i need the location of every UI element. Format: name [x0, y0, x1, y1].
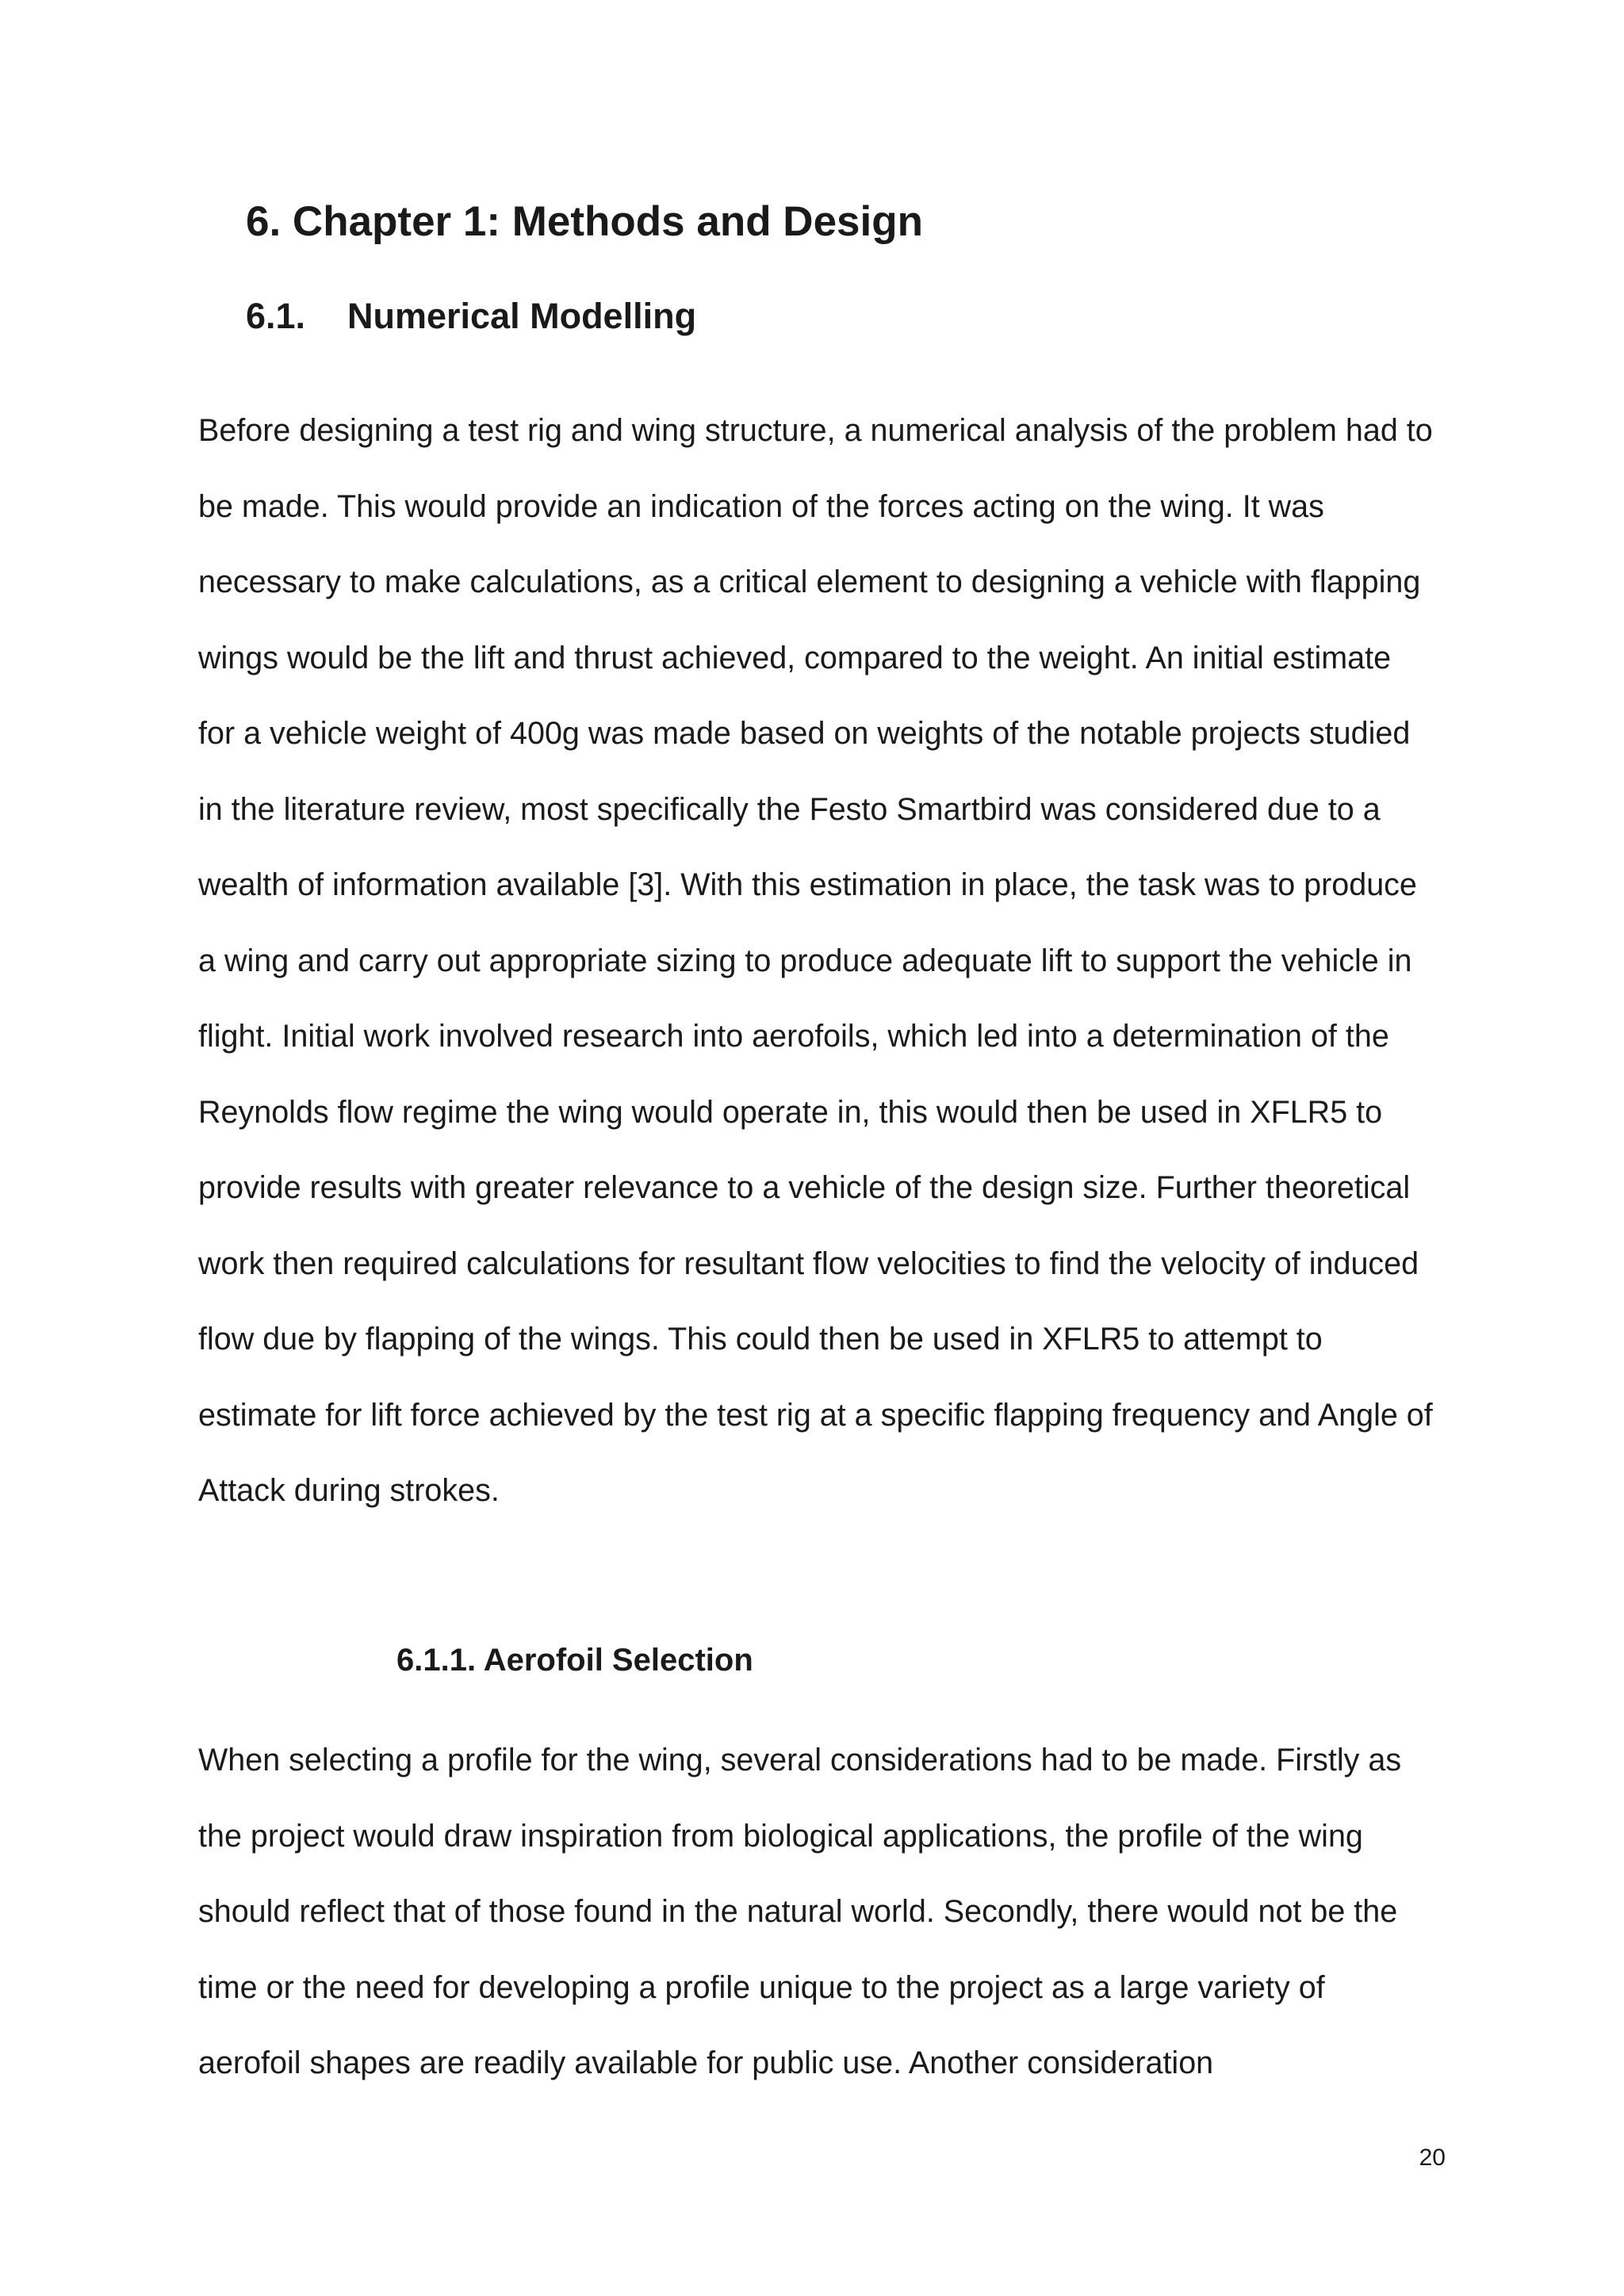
section-number: 6.1.	[246, 296, 306, 336]
body-paragraph-numerical-modelling: Before designing a test rig and wing structure, a numerical analysis of the problem had to be made. This would provide an indication of the forces acting on the wing. It was necessary to make calculations, as a critical element to designing a vehicle with flapping wings would be the lift and thrust achieved, compared to the weight. An initial estimate for a vehicle weight of 400g was made based on weights of the notable projects studied in the literature review, most specifically the Festo Smartbird was considered due to a wealth of information available [3]. With this estimation in place, the task was to produce a wing and carry out appropriate sizing to produce adequate lift to support the vehicle in flight. Initial work involved research into aerofoils, which led into a determination of the Reynolds flow regime the wing would operate in, this would then be used in XFLR5 to provide results with greater relevance to a vehicle of the design size. Further theoretical work then required calculations for resultant flow velocities to find the velocity of induced flow due by flapping of the wings. This could then be used in XFLR5 to attempt to estimate for lift force achieved by the test rig at a specific flapping frequency and Angle of Attack during strokes.	[198, 413, 1433, 1508]
chapter-title: 6. Chapter 1: Methods and Design	[246, 198, 924, 245]
page-number: 20	[1419, 2145, 1446, 2171]
body-paragraph-aerofoil-selection: When selecting a profile for the wing, several considerations had to be made. Firstly as the project would draw inspiration from biological applications, the profile of the wing should reflect that of those found in the natural world. Secondly, there would not be the time or the need for developing a profile unique to the project as a large variety of aerofoil shapes are readily available for public use. Another consideration	[198, 1743, 1402, 2080]
subsection-heading-aerofoil-selection: 6.1.1. Aerofoil Selection	[396, 1643, 753, 1678]
section-heading	[246, 291, 696, 342]
section-title: Numerical Modelling	[347, 296, 697, 336]
